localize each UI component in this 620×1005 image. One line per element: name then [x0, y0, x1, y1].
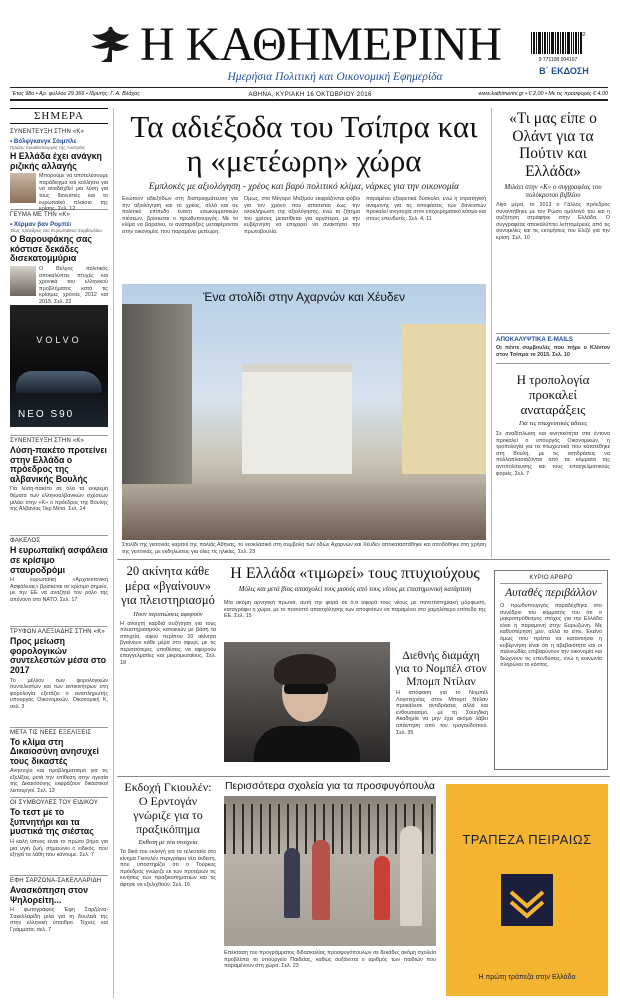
sidebar-text-3: Για λύση-πακέτο σε όλα τα εκκρεμή θέματα των ελληνοαλβανικών σχέσεων μιλάει στην «Κ» ο πρόεδρος της Βουλής της Αλβανίας Ίλιρ Μέτα. Σελ. 14: [10, 486, 108, 513]
sidebar-head-8[interactable]: Ανασκόπηση στον Ψηλορείτη...: [10, 885, 88, 905]
masthead-date: ΑΘΗΝΑ, ΚΥΡΙΑΚΗ 16 ΟΚΤΩΒΡΙΟΥ 2016: [248, 91, 372, 98]
right1-sub: Μιλάει στην «Κ» ο συγγραφέας του πολύκροτου βιβλίου: [504, 183, 602, 199]
sidebar-head-5[interactable]: Προς μείωση φορολογικών συντελεστών μέσα στο 2017: [10, 636, 106, 675]
sidebar-kicker-6: ΜΕΤΑ ΤΙΣ ΝΕΕΣ ΕΞΕΛΙΞΕΙΣ: [10, 727, 108, 736]
sidebar-name-2: • Χέρμαν βαν Ρομπέι: [10, 221, 72, 229]
nobel-head[interactable]: Διεθνής διαμάχη για το Νομπέλ στον Μπομπ Ντίλαν: [395, 650, 487, 688]
middle-head[interactable]: Η Ελλάδα «τιμωρεί» τους πτυχιούχους: [230, 565, 480, 582]
left2-text: Η ανοιχτή καρδιά συζήτηση για τους πλειστηριασμούς κατοικιών με βάση τα στοιχεία, αφού περίπου 20 ακίνητα βγαίνουν κάθε μέρα στο σφυρί, με τις περισσότερες υποθέσεις να αφορούν επαγγελματίες και μικρομεσαίους. Σελ. 18: [120, 620, 216, 667]
sunglasses: [284, 684, 328, 694]
piraeus-logo-icon: [501, 874, 553, 926]
masthead-rule-bottom: [10, 99, 608, 101]
piraeus-tagline: Η πρώτη τράπεζα στην Ελλάδα: [478, 974, 576, 981]
right1-text: Λίγο μέρα, το 2013 ο Γάλλος πρόεδρος συναντήθηκε με τον Ρώσο ομόλογό του και η συζήτηση στράφηκε στην Ελλάδα. Ο συγγραφέας αποκαλύπτει λεπτομέρειες από τις συνομιλίες και τις εκτιμήσεις του Ελιζέ για την κρίση. Σελ. 10: [496, 202, 610, 241]
lead-col-2: Όμως, στο Μέγαρο Μαξίμου εκφράζονται φόβοι για τον χρόνο που απαιτείται έως την ολοκλήρωση της αξιολόγησης, ενώ το ζήτημα του χρέους μετατίθεται για αργότερα, με την κυβέρνηση να επιχειρεί να ανακτήσει την πρωτοβουλία.: [244, 196, 360, 235]
sidebar-text-2: Ο Βέλγος πολιτικός αποκαλύπτει πτυχές και χρονικά του ελληνικού προβλήματος κατά τις κρίσιμες χρονιές 2012 και 2015. Σελ. 22: [39, 265, 108, 305]
lead-subhead: Εμπλοκές με αξιολόγηση - χρέος και βαρύ πολιτικό κλίμα, νάρκες για την οικονομία: [148, 182, 460, 192]
lead-col-3: παραμένει εξαιρετικά δύσκολο, ενώ η στρατηγική αναμονής για τις αποφάσεις των δανειστών προκαλεί ανησυχία στον επιχειρηματικό κόσμο και στους επενδυτές. Σελ. 4, 11: [366, 196, 486, 222]
edition-label: Β΄ ΕΚΔΟΣΗ: [539, 66, 589, 76]
sidebar-kicker-4: ΦΑΚΕΛΟΣ: [10, 535, 108, 544]
main-photo: [122, 284, 486, 540]
building-right: [402, 324, 486, 474]
left2-sub: Πουν περιπτώσεις αφορούν: [133, 610, 203, 618]
lead-headline[interactable]: Τα αδιέξοδα του Τσίπρα και η «μετέωρη» χώρα: [130, 109, 478, 178]
sidebar-head-4[interactable]: Η ευρωπαϊκή ασφάλεια σε κρίσιμο σταυροδρόμι: [10, 545, 108, 575]
sidebar-head-7[interactable]: Το τεστ με το ξυπνητήρι και τα μυστικά της σιέστας: [10, 807, 94, 837]
sidebar-role-2: Τέως πρόεδρος του Ευρωπαϊκού Συμβουλίου: [10, 228, 102, 234]
school-caption: Επέκταση του προγράμματος διδασκαλίας προσφυγόπουλων σε δεκάδες ακόμη σχολεία προβλέπει το υπουργείο Παιδείας, καθώς αυξάνεται ο αριθμός των παιδιών που παραμένουν στη χώρα. Σελ. 23: [224, 950, 436, 970]
middle-sub: Μόλις και μετά βίας απασχολεί τους μισούς από τους νέους με επιστημονική κατάρτιση: [238, 586, 472, 593]
sidebar-kicker-5: ΤΡΥΦΩΝ ΑΛΕΞΙΑΔΗΣ ΣΤΗΝ «Κ»: [10, 626, 108, 635]
child-1: [284, 848, 300, 918]
editorial-head[interactable]: Αυταθές περιβάλλον: [505, 587, 597, 599]
sidebar-head-2[interactable]: Ο Βαρουφάκης σας κόστισε δεκάδες δισεκατομμύρια: [10, 234, 92, 264]
avatar-1: [10, 173, 36, 203]
sidebar-head-1[interactable]: Η Ελλάδα έχει ανάγκη ριζικής αλλαγής: [10, 151, 102, 171]
dylan-photo: [224, 642, 390, 762]
sidebar-text-6: Ανησυχία και προβληματισμό για τις εξελίξεις μετά την επίθεση στην ηγεσία της Δικαιοσύνης εκφράζουν δικαστικοί λειτουργοί. Σελ. 13: [10, 768, 108, 795]
masthead-subtitle: Ημερήσια Πολιτική και Οικονομική Εφημερίδα: [227, 71, 443, 83]
masthead-title: Η ΚΑΘΗΜΕΡΙΝΗ: [140, 18, 502, 71]
sidebar-head-3[interactable]: Λύση-πακέτο προτείνει στην Ελλάδα ο πρόεδρος της αλβανικής Βουλής: [10, 444, 107, 484]
sidebar-kicker-8: ΕΦΗ ΣΑΡΖΩΝΑ-ΣΑΚΕΛΛΑΡΙΔΗ: [10, 875, 108, 884]
sidebar-head-6[interactable]: Το κλίμα στη Δικαιοσύνη ανησυχεί τους δικαστές: [10, 736, 99, 766]
nobel-text: Η απόφαση για το Νομπέλ Λογοτεχνίας στον Μπομπ Ντίλαν προκάλεσε αντιδράσεις αλλά και ενθουσιασμό, με τη Σουηδική Ακαδημία να μην έχει ακόμα λάβει απάντηση από τον τραγουδοποιό. Σελ. 35: [396, 690, 488, 736]
sidebar-role-1: Πρώην πρωθυπουργός της Αυστρίας: [10, 145, 86, 150]
barcode-issue: 42: [580, 32, 586, 38]
sidebar-header: ΣΗΜΕΡΑ: [10, 108, 108, 124]
sidebar-name-1: • Βόλφγκανγκ Σόιμπλε: [10, 138, 77, 145]
masthead: [0, 0, 620, 100]
sidebar-text-1: Μπορούμε να αποτελέσουμε παράδειγμα και κολλήσει για να αναδειχθεί μια λύση για τους δανειστές και το ευρωπαϊκό πλαίσιο της κρίσης. Σελ. 12: [39, 173, 108, 213]
piraeus-ad[interactable]: [446, 784, 608, 996]
volvo-ad[interactable]: [10, 305, 108, 427]
left2-head[interactable]: 20 ακίνητα κάθε μέρα «βγαίνουν» για πλειστηριασμό: [121, 564, 215, 607]
sidebar: [10, 108, 108, 998]
bottom1-text: Τα δικά του εκλογή για τα τελευταία στο κίνημα Γκιουλέν περιγράφει νέα έκθεση, που υποστηρίζει ότι ο Τούρκος πρόεδρος γνώριζε εκ των προτέρων τις κινήσεις των πραξικοπηματιών και τις άφησε να εξελιχθούν. Σελ. 16: [120, 849, 216, 888]
left2: [120, 564, 216, 774]
sidebar-kicker-1: ΣΥΝΕΝΤΕΥΞΗ ΣΤΗΝ «Κ»: [10, 129, 85, 135]
lead-col-1: Ενώπιον αδιεξόδων στη διαπραγμάτευση για την αξιολόγηση και το χρέος, αλλά και σε πολιτικό επίπεδο έναντι εσωκομματικών πιέσεων, βρίσκεται ο πρωθυπουργός. Με το κλίμα να βαραίνει, οι αναταράξεις μεταφέρονται στην οικονομία, που παραμένει μετέωρη.: [122, 196, 238, 235]
masthead-info-left: Έτος 98ο • Αρ. φύλλου 29.366 • Ιδρυτής: Γ. Α. Βλάχος: [12, 91, 140, 97]
editorial-box: [494, 570, 608, 770]
right1-text2: Οι πέντε συμβουλές που πήρε ο Κλίντον στον Τσίπρα το 2015. Σελ. 10: [496, 345, 610, 358]
masthead-info-right: www.kathimerini.gr • € 2,00 • Με τις προσφορές € 4,00: [478, 91, 608, 97]
right2-head[interactable]: Η τροπολογία προκαλεί αναταράξεις: [516, 372, 590, 417]
middle-text: Μία ακόμη αρνητική πρωτιά, αυτή την φορά σε ό,τι αφορά τους νέους με πανεπιστημιακή μόρφωση, καταγράφει η χώρα, με το ποσοστό απασχόλησης των αποφοίτων να παραμένει στο χαμηλότερο επίπεδο της ΕΕ. Σελ. 15: [224, 600, 486, 620]
main-photo-caption: Στολίδι της γειτονιάς καρποί της παλιάς Αθήνας, το νεοκλασικό στη συμβολή των οδών Αχαρνών και Χέυδεν αποκαταστάθηκε και αποδόθηκε στη χρήση της γειτονιάς, με εκδηλώσεις για όλες τις ηλικίες. Σελ. 23: [122, 542, 486, 555]
child-2: [312, 840, 330, 920]
sidebar-text-8: Η φωτογράφος Έφη Σαρζώνα-Σακελλαρίδη μιλά για τη δουλειά της στην ελληνική ύπαιθρο. Τέχνες και Γράμματα, σελ. 7: [10, 907, 108, 934]
photo-title: Ένα στολίδι στην Αχαρνών και Χέυδεν: [203, 290, 405, 304]
adult-1: [400, 826, 422, 926]
school-photo: [224, 796, 436, 946]
bottom1-sub: Εκθεση με νέα στοιχεία: [138, 839, 198, 846]
car-silhouette: [16, 371, 102, 393]
bottom1-head[interactable]: Εκδοχή Γκιουλέν: Ο Ερντογάν γνώριζε για το πραξικόπημα: [124, 780, 212, 836]
barcode-number: 9 771108 004107: [538, 57, 578, 63]
right1-head[interactable]: «Τι μας είπε ο Ολάντ για τα Πούτιν και Ελλάδα»: [509, 110, 597, 180]
sidebar-text-5: Το μέλλον των φορολογικών συντελεστών και των αντικινήτρων στη φορολογία εξετάζει ο αναπληρωτής υπουργός Οικονομικών. Οικονομική Κ, σελ. 3: [10, 677, 108, 710]
piraeus-name: ΤΡΑΠΕΖΑ ΠΕΙΡΑΙΩΣ: [462, 832, 592, 847]
plaza-floor: [122, 484, 486, 540]
right2-text: Σε αναδίπλωση και κινητικότητα στα έντονα προκαλεί ο υπουργός Οικονομικών, η τροπολογία για τα πτωχευτικά που κατατέθηκε στη Βουλή, με τις αντιδράσεις να πολλαπλασιάζονται από τα κόμματα της αντιπολίτευσης και τους επαγγελματικούς φορείς. Σελ. 7: [496, 431, 610, 477]
right1-kicker2: ΑΠΟΚΑΛΥΨΤΙΚΑ E-MAILS: [496, 333, 610, 343]
hair: [274, 654, 336, 686]
sidebar-kicker-7: ΟΙ ΣΥΜΒΟΥΛΕΣ ΤΟΥ ΕΙΔΙΚΟΥ: [10, 797, 108, 806]
right-col-top: [496, 110, 610, 558]
phoenix-logo-icon: [88, 24, 132, 66]
sidebar-text-4: Η ευρωπαϊκή «Αρχιτεκτονική Ασφάλειας» βρίσκεται σε κρίσιμο σημείο, με την ΕΕ να αναζητεί τον ρόλο της απέναντι στο ΝΑΤΟ. Σελ. 17: [10, 577, 108, 603]
editorial-kicker: ΚΥΡΙΟ ΑΡΘΡΟ: [500, 575, 602, 584]
sidebar-text-7: Η καλή ύπνος είναι το πρώτο βήμα για μια υγιή ζωή, σημειώνει ο ειδικός, που εξηγεί τα λάθη που κάνουμε. Σελ. 7: [10, 839, 108, 859]
bottom1: [120, 780, 216, 998]
masthead-rule-top: [10, 87, 608, 88]
volvo-model: NEO S90: [18, 408, 75, 420]
suit: [254, 726, 360, 762]
building-center: [242, 364, 352, 474]
child-3: [374, 856, 390, 920]
sidebar-kicker-3: ΣΥΝΕΝΤΕΥΞΗ ΣΤΗΝ «Κ»: [10, 435, 108, 444]
editorial-text: Ο πρωθυπουργός παραδέχθηκε στο συνέδριο του κόμματός του ότι ο μακροπρόθεσμος στόχος για την Ελλάδα είναι η παραμονή στην Ευρωζώνη. Με καθυστέρηση μεν, αλλά το είπε. Εκείνο όμως που πρέπει να κατανοήσει η κυβέρνηση είναι ότι η αβεβαιότητα και οι παλινωδίες επιβαρύνουν την οικονομία και διώχνουν τις επενδύσεις, ενώ η κοινωνία πληρώνει το κόστος.: [500, 603, 602, 669]
avatar-2: [10, 266, 36, 296]
right2-sub: Για τις πτωχευτικές αδειες: [518, 420, 588, 427]
sidebar-kicker-2: ΓΕΥΜΑ ΜΕ ΤΗΝ «Κ»: [10, 212, 71, 219]
volvo-brand: VOLVO: [36, 334, 82, 345]
bottom2-head[interactable]: Περισσότερα σχολεία για τα προσφυγόπουλα: [224, 780, 436, 792]
